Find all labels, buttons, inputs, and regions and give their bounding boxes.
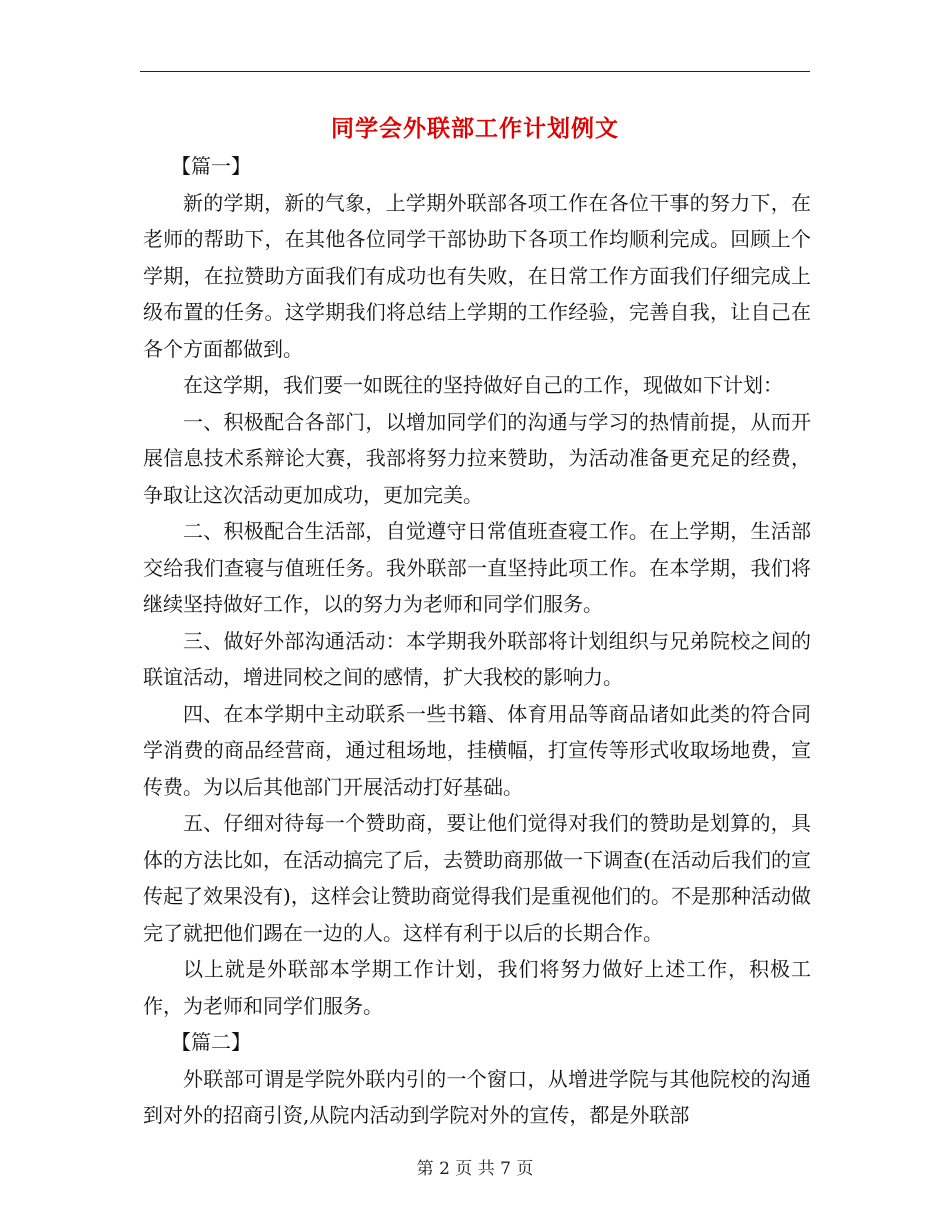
paragraph: 新的学期，新的气象，上学期外联部各项工作在各位干事的努力下，在老师的帮助下，在其他各位同学干部协助下各项工作均顺利完成。回顾上个学期，在拉赞助方面我们有成功也有失败，在日常工作方面我们仔细完成上级布置的任务。这学期我们将总结上学期的工作经验，完善自我，让自己在各个方面都做到。 — [143, 190, 811, 361]
paragraph: 三、做好外部沟通活动：本学期我外联部将计划组织与兄弟院校之间的联谊活动，增进同校之间的感情，扩大我校的影响力。 — [143, 628, 811, 689]
paragraph: 五、仔细对待每一个赞助商，要让他们觉得对我们的赞助是划算的，具体的方法比如，在活动搞完了后，去赞助商那做一下调查(在活动后我们的宣传起了效果没有)，这样会让赞助商觉得我们是重视他们的。不是那种活动做完了就把他们踢在一边的人。这样有利于以后的长期合作。 — [143, 811, 811, 945]
paragraph: 在这学期，我们要一如既往的坚持做好自己的工作，现做如下计划： — [183, 373, 783, 397]
section-heading-2: 【篇二】 — [171, 1030, 251, 1054]
page-number: 第 2 页 共 7 页 — [416, 1159, 534, 1179]
paragraph: 外联部可谓是学院外联内引的一个窗口，从增进学院与其他院校的沟通到对外的招商引资,从院内活动到学院对外的宣传，都是外联部 — [143, 1066, 811, 1127]
paragraph: 四、在本学期中主动联系一些书籍、体育用品等商品诸如此类的符合同学消费的商品经营商，通过租场地，挂横幅，打宣传等形式收取场地费，宣传费。为以后其他部门开展活动打好基础。 — [143, 701, 811, 799]
paragraph: 一、积极配合各部门，以增加同学们的沟通与学习的热情前提，从而开展信息技术系辩论大赛，我部将努力拉来赞助，为活动准备更充足的经费，争取让这次活动更加成功，更加完美。 — [143, 409, 811, 507]
document-title: 同学会外联部工作计划例文 — [331, 115, 619, 142]
paragraph: 二、积极配合生活部，自觉遵守日常值班查寝工作。在上学期，生活部交给我们查寝与值班任务。我外联部一直坚持此项工作。在本学期，我们将继续坚持做好工作，以的努力为老师和同学们服务。 — [143, 519, 811, 616]
page-footer — [0, 1154, 950, 1179]
section-heading-1: 【篇一】 — [171, 154, 251, 178]
paragraph: 以上就是外联部本学期工作计划，我们将努力做好上述工作，积极工作，为老师和同学们服务。 — [143, 957, 811, 1018]
document-body — [143, 148, 811, 1134]
header-rule — [140, 71, 810, 72]
